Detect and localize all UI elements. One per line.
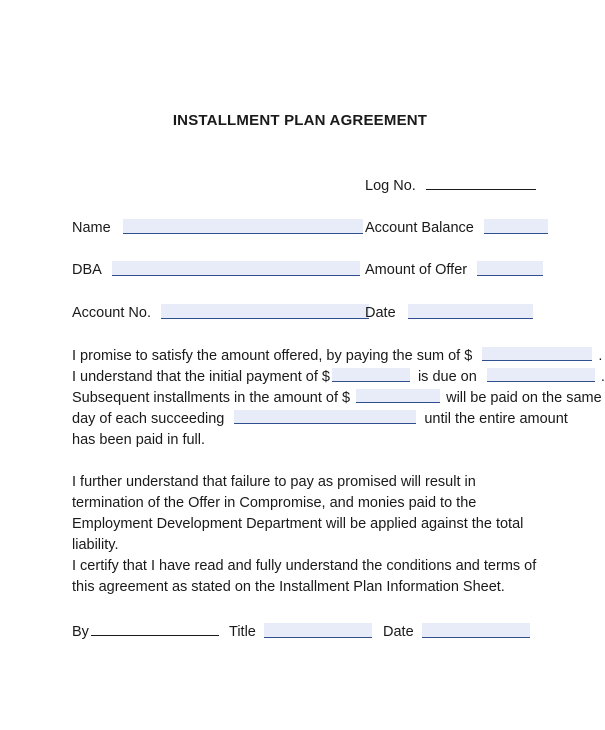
amount-of-offer-input[interactable] (477, 261, 543, 276)
payment-line-1-text: I promise to satisfy the amount offered, by paying the sum of $ (72, 348, 473, 364)
by-label: By (72, 624, 89, 640)
signature-date-input[interactable] (422, 623, 530, 638)
payment-line-2-end: . (600, 369, 605, 385)
sum-amount-input[interactable] (482, 347, 592, 361)
log-no-input[interactable] (426, 189, 536, 190)
payment-line-5 (72, 427, 205, 448)
payment-line-3 (72, 385, 602, 406)
termination-paragraph: I further understand that failure to pay as promised will result in termination of the Offer in Compromise, and monies paid to the Employment Development Department will be applied against the total liability. (72, 474, 524, 553)
payment-line-2-text-b: is due on (417, 369, 477, 385)
amount-of-offer-field (365, 258, 543, 278)
title-label: Title (229, 624, 256, 640)
certify-paragraph: I certify that I have read and fully understand the conditions and terms of this agreement as stated on the Installment Plan Information Sheet. (72, 558, 537, 595)
installment-period-input[interactable] (234, 410, 416, 424)
amount-of-offer-label: Amount of Offer (365, 262, 468, 278)
log-no-label: Log No. (365, 178, 416, 194)
name-field (72, 216, 363, 236)
name-input[interactable] (123, 219, 363, 234)
payment-line-2 (72, 364, 605, 385)
account-no-input[interactable] (161, 304, 369, 319)
payment-line-1-end: . (598, 348, 603, 364)
by-input[interactable] (91, 635, 219, 636)
payment-line-5-text: has been paid in full. (72, 432, 206, 448)
account-balance-field (365, 216, 548, 236)
payment-line-2-text-a: I understand that the initial payment of $ (72, 369, 330, 385)
account-balance-input[interactable] (484, 219, 548, 234)
signature-title-field (229, 620, 372, 640)
date-input[interactable] (408, 304, 533, 319)
date-label: Date (365, 305, 396, 321)
installment-amount-input[interactable] (356, 389, 440, 403)
payment-line-4 (72, 406, 568, 427)
account-no-label: Account No. (72, 305, 151, 321)
signature-date-label: Date (383, 624, 414, 640)
dba-label: DBA (72, 262, 102, 278)
signature-date-field (383, 620, 530, 640)
dba-field (72, 258, 360, 278)
account-balance-label: Account Balance (365, 220, 474, 236)
payment-line-4-text-b: until the entire amount (424, 411, 568, 427)
account-no-field (72, 301, 369, 321)
initial-due-date-input[interactable] (487, 368, 595, 382)
payment-line-1 (72, 343, 602, 364)
initial-payment-input[interactable] (332, 368, 410, 382)
document-title: INSTALLMENT PLAN AGREEMENT (172, 112, 428, 129)
title-input[interactable] (264, 623, 372, 638)
name-label: Name (72, 220, 111, 236)
dba-input[interactable] (112, 261, 360, 276)
date-field (365, 301, 533, 321)
log-no-field (365, 174, 536, 194)
payment-line-3-text-a: Subsequent installments in the amount of $ (72, 390, 351, 406)
payment-line-3-text-b: will be paid on the same (446, 390, 602, 406)
payment-line-4-text-a: day of each succeeding (72, 411, 225, 427)
signature-by-field (72, 620, 219, 640)
